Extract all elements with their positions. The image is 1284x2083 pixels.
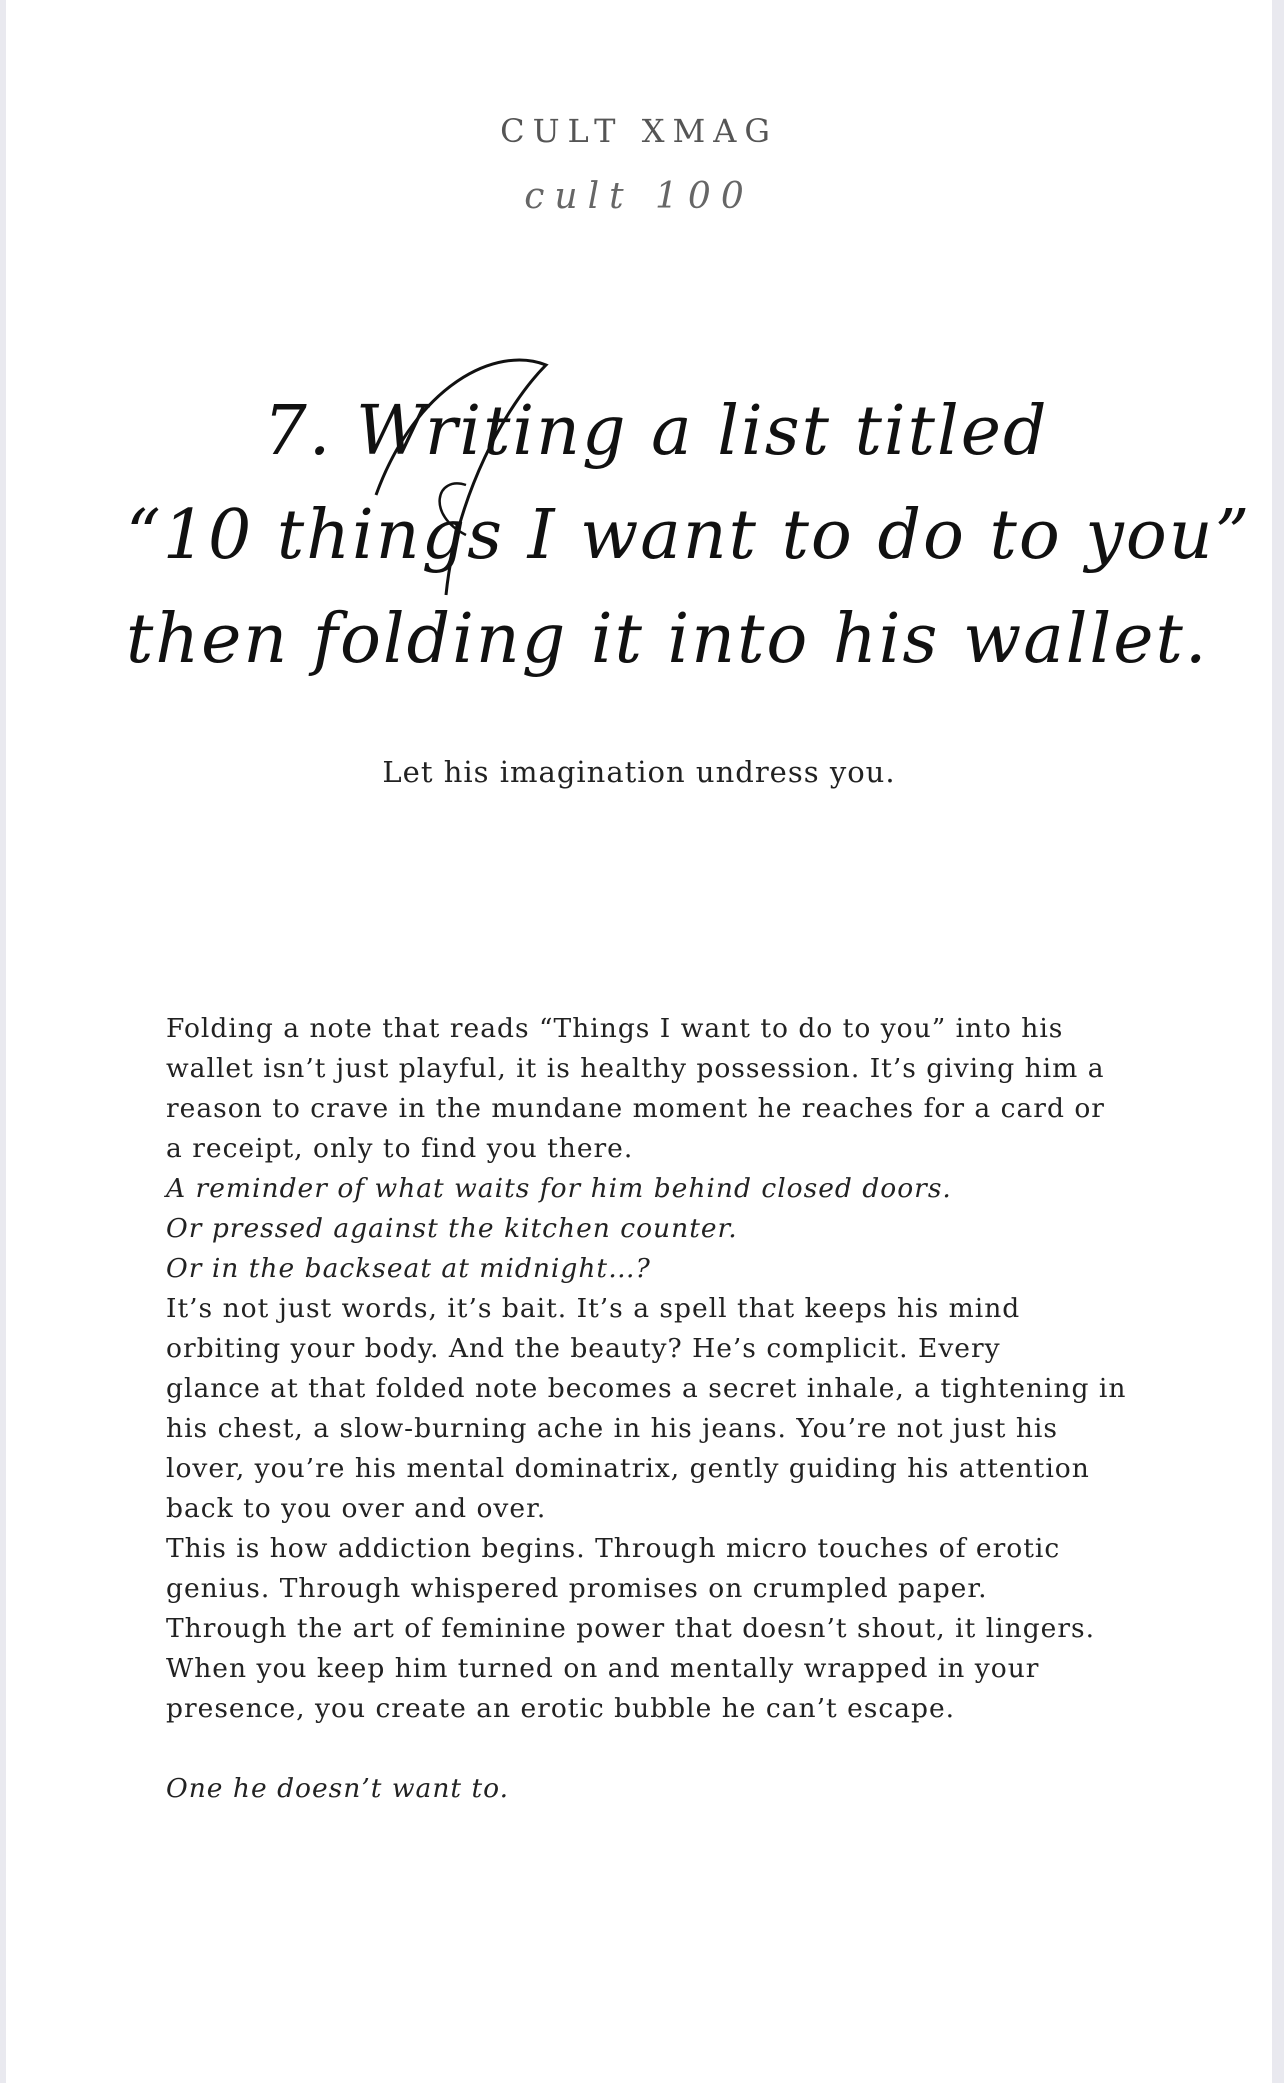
- body-line: wallet isn’t just playful, it is healthy possession. It’s giving him a: [166, 1053, 1105, 1084]
- magazine-title: CULT XMAG: [500, 112, 778, 150]
- body-line: This is how addiction begins. Through micro touches of erotic: [166, 1533, 1061, 1564]
- body-line-italic: Or in the backseat at midnight…?: [166, 1253, 651, 1284]
- magazine-page: [6, 0, 1272, 2083]
- headline-line-1: 7. Writing a list titled: [263, 392, 1049, 471]
- closing-line: One he doesn’t want to.: [166, 1773, 510, 1804]
- article-headline: [126, 380, 1252, 692]
- body-line: reason to crave in the mundane moment he reaches for a card or: [166, 1093, 1105, 1124]
- body-line: orbiting your body. And the beauty? He’s complicit. Every: [166, 1333, 1001, 1364]
- body-line-italic: Or pressed against the kitchen counter.: [166, 1213, 738, 1244]
- body-line: Through the art of feminine power that doesn’t shout, it lingers.: [166, 1613, 1096, 1644]
- body-line: lover, you’re his mental dominatrix, gently guiding his attention: [166, 1453, 1090, 1484]
- body-line: glance at that folded note becomes a secret inhale, a tightening in: [166, 1373, 1127, 1404]
- article-body: [166, 1009, 1146, 1809]
- body-line: presence, you create an erotic bubble he can’t escape.: [166, 1693, 956, 1724]
- body-line: When you keep him turned on and mentally wrapped in your: [166, 1653, 1040, 1684]
- body-line: It’s not just words, it’s bait. It’s a spell that keeps his mind: [166, 1293, 1021, 1324]
- body-line: a receipt, only to find you there.: [166, 1133, 634, 1164]
- body-line: back to you over and over.: [166, 1493, 547, 1524]
- body-line: his chest, a slow-burning ache in his jeans. You’re not just his: [166, 1413, 1058, 1444]
- issue-subtitle: cult 100: [524, 176, 754, 217]
- body-line: genius. Through whispered promises on crumpled paper.: [166, 1573, 988, 1604]
- body-line: Folding a note that reads “Things I want to do to you” into his: [166, 1013, 1064, 1044]
- headline-line-2: “10 things I want to do to you”: [126, 496, 1252, 575]
- headline-line-3: then folding it into his wallet.: [126, 600, 1209, 679]
- article-tagline: Let his imagination undress you.: [382, 755, 896, 789]
- body-line-italic: A reminder of what waits for him behind closed doors.: [166, 1173, 952, 1204]
